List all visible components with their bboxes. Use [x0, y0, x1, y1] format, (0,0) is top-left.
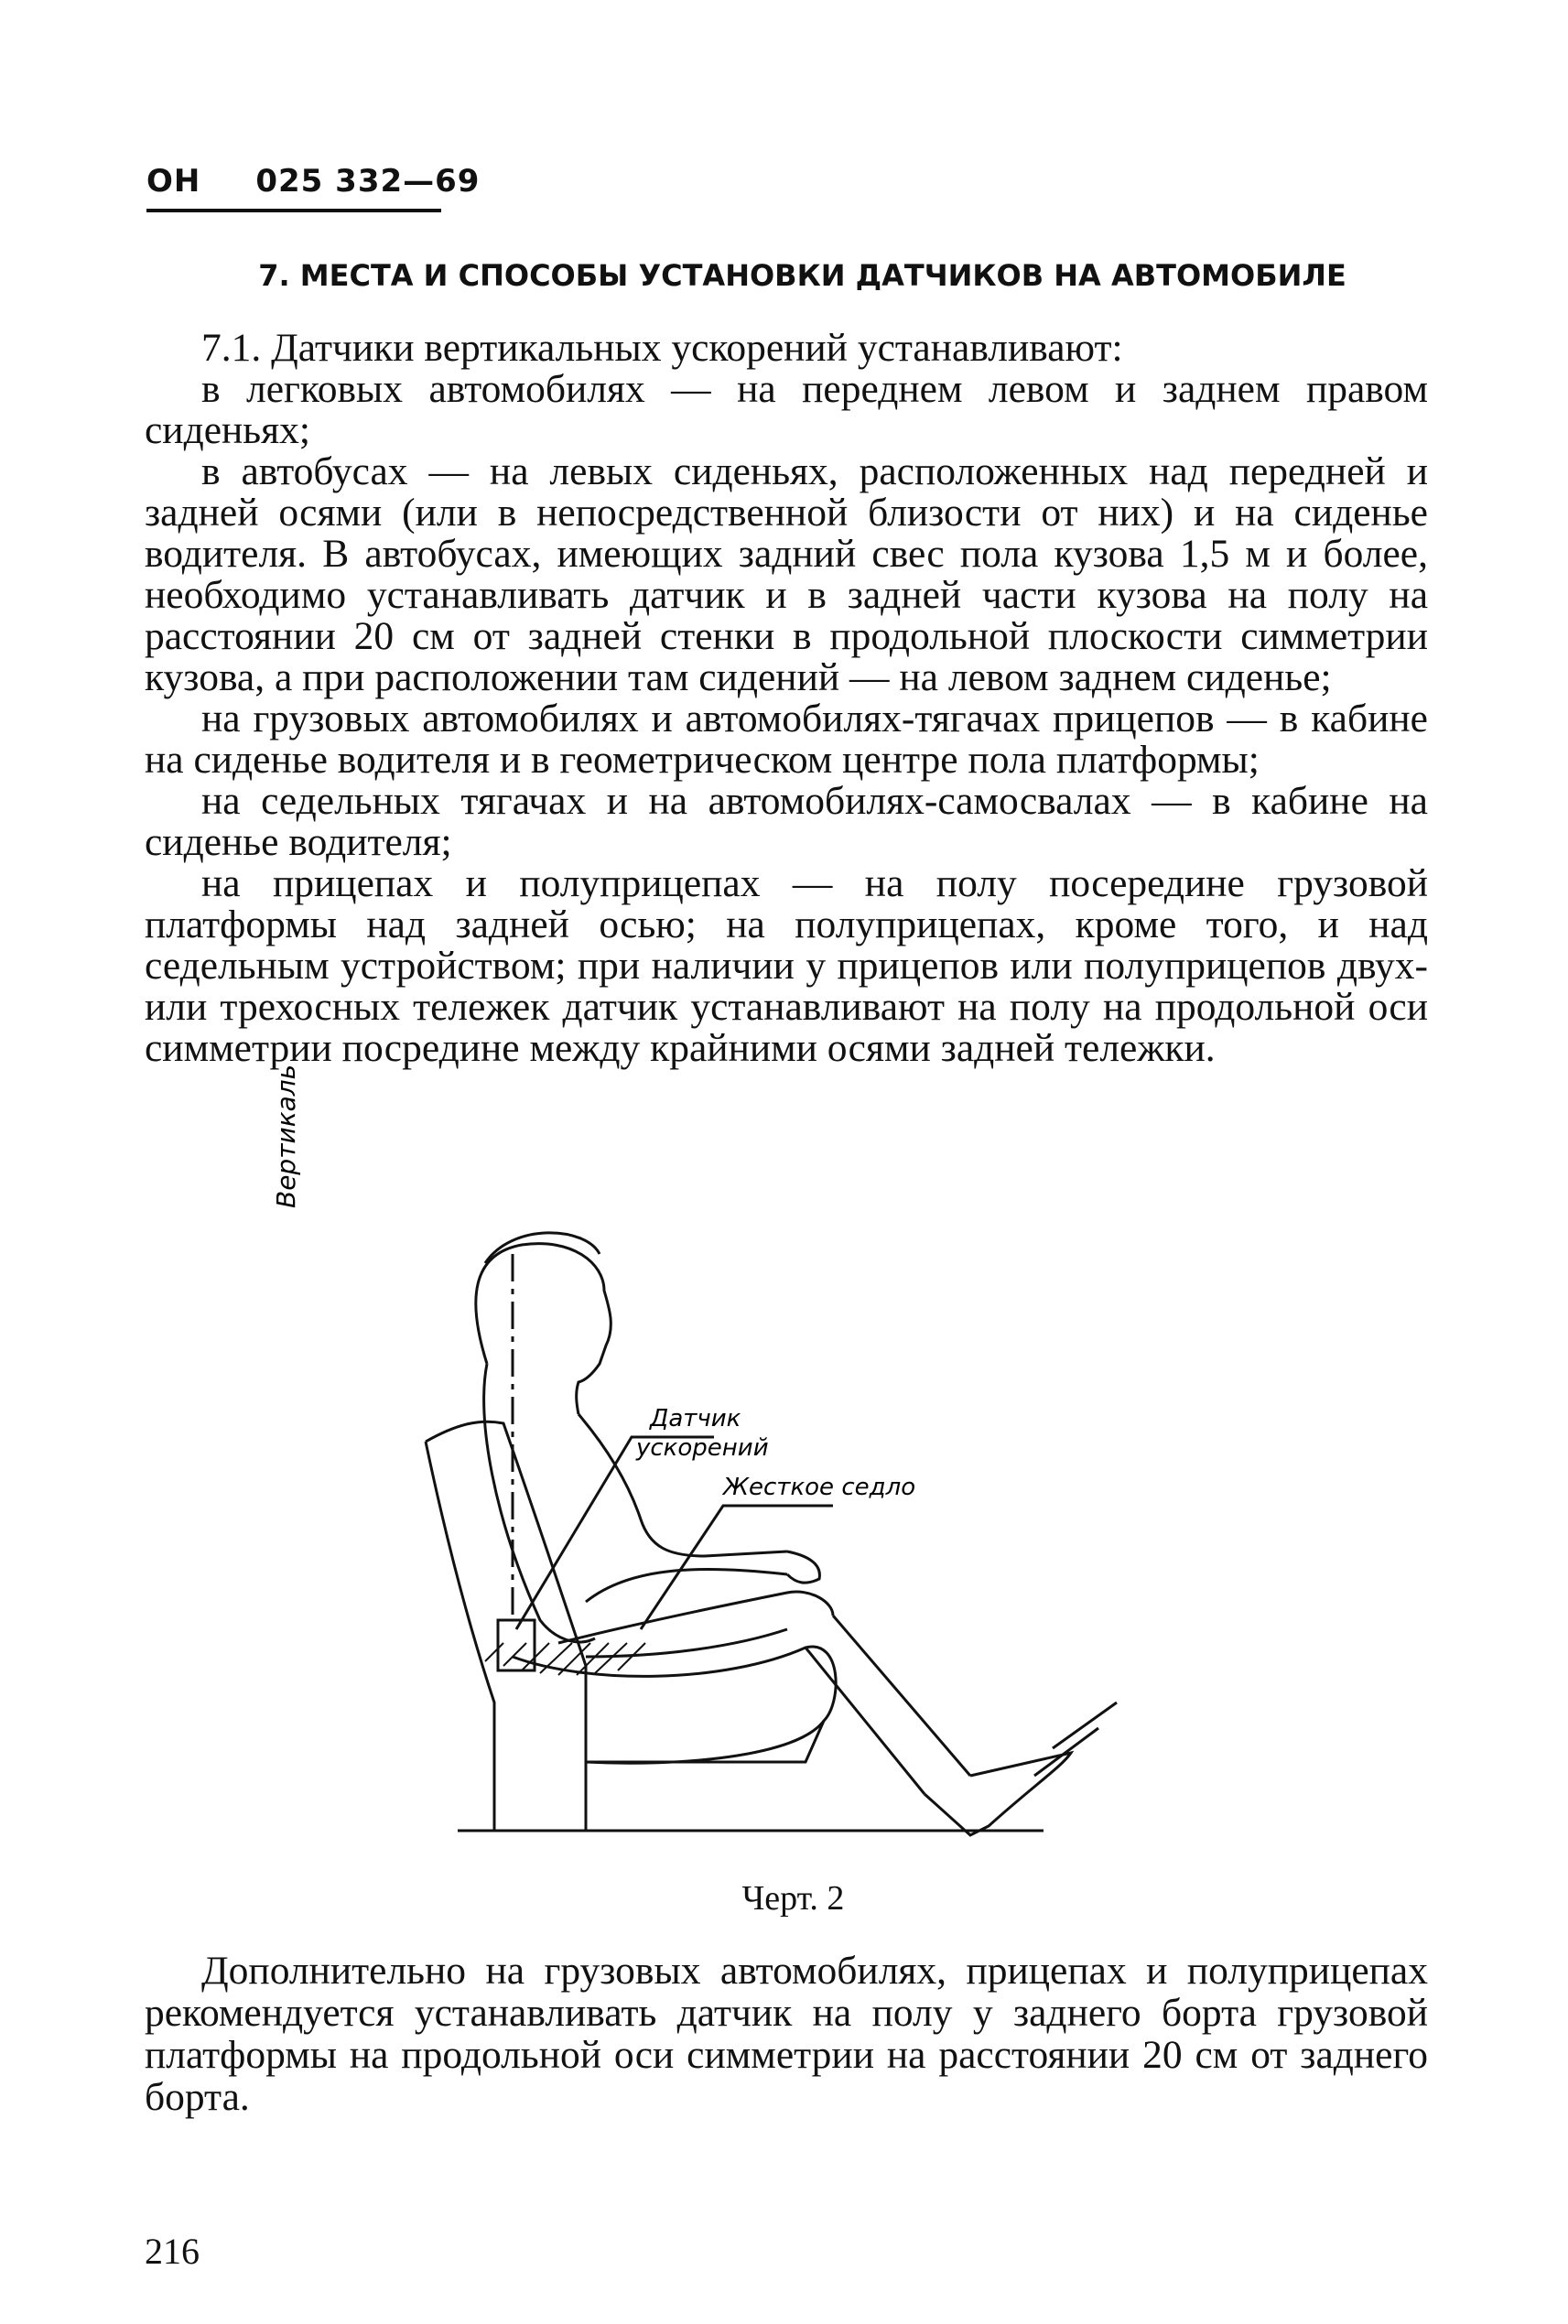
document-header [146, 163, 480, 200]
page-number: 216 [145, 2231, 200, 2272]
head-outline [476, 1244, 611, 1414]
paragraph-additional: Дополнительно на грузовых автомобилях, прицепах и полуприцепах рекомендуется устанавливать датчик на полу у заднего борта грузовой платформы на продольной оси симметрии на расстоянии 20 см от заднего борта. [145, 1949, 1428, 2119]
after-figure-text [145, 1950, 1428, 2118]
header-prefix: ОН [146, 163, 201, 200]
paragraph-tractors: на седельных тягачах и на автомобилях-самосвалах — в кабине на сиденье водителя; [145, 779, 1428, 864]
thigh [558, 1592, 833, 1643]
header-rule [146, 209, 441, 212]
header-code: 025 332—69 [255, 163, 481, 200]
paragraph-trailers: на прицепах и полуприцепах — на полу посередине грузовой платформы над задней осью; на полуприцепах, кроме того, и над седельным устройством; при наличии у прицепов или полуприцепов двух- или трехосных тележек датчик устанавливают на полу на продольной оси симметрии посредине между крайними осями задней тележки. [145, 861, 1428, 1070]
paragraph-trucks: на грузовых автомобилях и автомобилях-тягачах прицепов — в кабине на сиденье водителя и в геометрическом центре пола платформы; [145, 697, 1428, 782]
paragraph-intro: 7.1. Датчики вертикальных ускорений устанавливают: [201, 326, 1123, 370]
figure-seat-diagram [271, 1064, 1208, 1867]
sensor-label-line1: Датчик [650, 1405, 741, 1432]
hair [485, 1233, 600, 1263]
shin-front [833, 1616, 970, 1776]
hand [787, 1551, 819, 1583]
seat-diagram-svg [271, 1064, 1208, 1867]
seat-base [586, 1721, 824, 1762]
seat-back-inner [426, 1442, 494, 1831]
pedal [1034, 1702, 1117, 1776]
vertical-label: Вертикаль [271, 1064, 301, 1208]
body-text [145, 328, 1428, 1069]
seat-back-outer [426, 1421, 586, 1831]
forearm [586, 1569, 787, 1602]
paragraph-cars: в легковых автомобилях — на переднем левом и заднем правом сиденьях; [145, 367, 1428, 452]
sensor-leader [516, 1437, 714, 1629]
sensor-label-line2: ускорений [636, 1434, 769, 1462]
saddle-leader [641, 1506, 833, 1629]
figure-caption: Черт. 2 [741, 1879, 845, 1918]
section-title: 7. МЕСТА И СПОСОБЫ УСТАНОВКИ ДАТЧИКОВ НА АВТОМОБИЛЕ [258, 258, 1346, 293]
paragraph-buses: в автобусах — на левых сиденьях, расположенных над передней и задней осями (или в непосредственной близости от них) и на сиденье водителя. В автобусах, имеющих задний свес пола кузова 1,5 м и более, необходимо устанавливать датчик и в задней части кузова на полу на расстоянии 20 см от задней стенки в продольной плоскости симметрии кузова, а при расположении там сидений — на левом заднем сиденье; [145, 449, 1428, 699]
saddle-label: Жесткое седло [723, 1474, 916, 1501]
seat-cushion [513, 1647, 836, 1831]
